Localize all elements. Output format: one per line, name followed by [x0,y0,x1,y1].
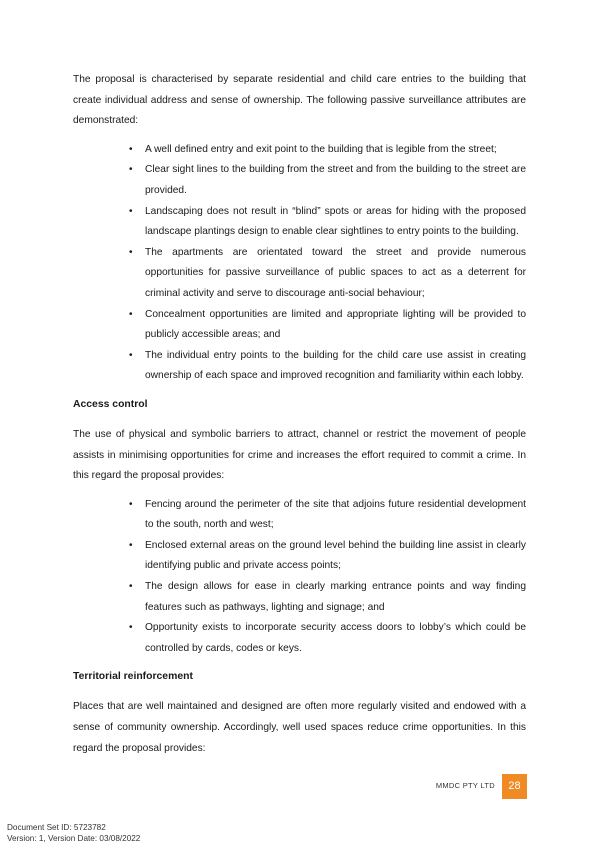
bullet-icon: • [129,308,133,320]
list-item: • The individual entry points to the building for the child care use assist in creating ownership of each space and improved recognition and familiarity within each lobby. [145,346,526,387]
access-control-bullet-list [73,495,526,660]
list-item: • Opportunity exists to incorporate security access doors to lobby’s which could be controlled by cards, codes or keys. [145,618,526,659]
bullet-icon: • [129,581,133,593]
list-item: • Landscaping does not result in “blind” spots or areas for hiding with the proposed landscape plantings design to enable clear sightlines to entry points to the building. [145,202,526,243]
document-version: Version: 1, Version Date: 03/08/2022 [7,834,141,843]
list-item: • A well defined entry and exit point to the building that is legible from the street; [145,140,526,161]
list-item: • Enclosed external areas on the ground level behind the building line assist in clearly identifying public and private access points; [145,536,526,577]
bullet-icon: • [129,246,133,258]
bullet-icon: • [129,164,133,176]
list-item: • Clear sight lines to the building from the street and from the building to the street are provided. [145,160,526,201]
document-set-info [7,822,140,844]
bullet-icon: • [129,143,133,155]
bullet-icon: • [129,539,133,551]
page-number-badge: 28 [502,774,527,799]
territorial-reinforcement-paragraph: Places that are well maintained and designed are often more regularly visited and endowed with a sense of community ownership. Accordingly, well used spaces reduce crime opportunities. In this regard the proposal provides: [73,701,526,754]
list-item: • The apartments are orientated toward the street and provide numerous opportunities for passive surveillance of public spaces to act as a deterrent for criminal activity and serve to discourage anti-social behaviour; [145,243,526,305]
intro-paragraph: The proposal is characterised by separate residential and child care entries to the building that create individual address and sense of ownership. The following passive surveillance attributes are demonstrated: [73,74,526,127]
bullet-icon: • [129,349,133,361]
list-item: • The design allows for ease in clearly marking entrance points and way finding features such as pathways, lighting and signage; and [145,577,526,618]
access-control-paragraph: The use of physical and symbolic barriers to attract, channel or restrict the movement of people assists in minimising opportunities for crime and increases the effort required to commit a crime. In this regard the proposal provides: [73,428,526,482]
territorial-reinforcement-heading: Territorial reinforcement [73,671,193,683]
bullet-icon: • [129,498,133,510]
page-content [73,70,526,759]
bullet-icon: • [129,205,133,217]
list-item: • Concealment opportunities are limited and appropriate lighting will be provided to publicly accessible areas; and [145,305,526,346]
document-set-id: Document Set ID: 5723782 [7,823,106,832]
access-control-heading: Access control [73,398,148,410]
list-item: • Fencing around the perimeter of the site that adjoins future residential development to the south, north and west; [145,495,526,536]
footer-company-name: MMDC PTY LTD [435,781,495,790]
bullet-icon: • [129,622,133,634]
surveillance-bullet-list [73,140,526,387]
